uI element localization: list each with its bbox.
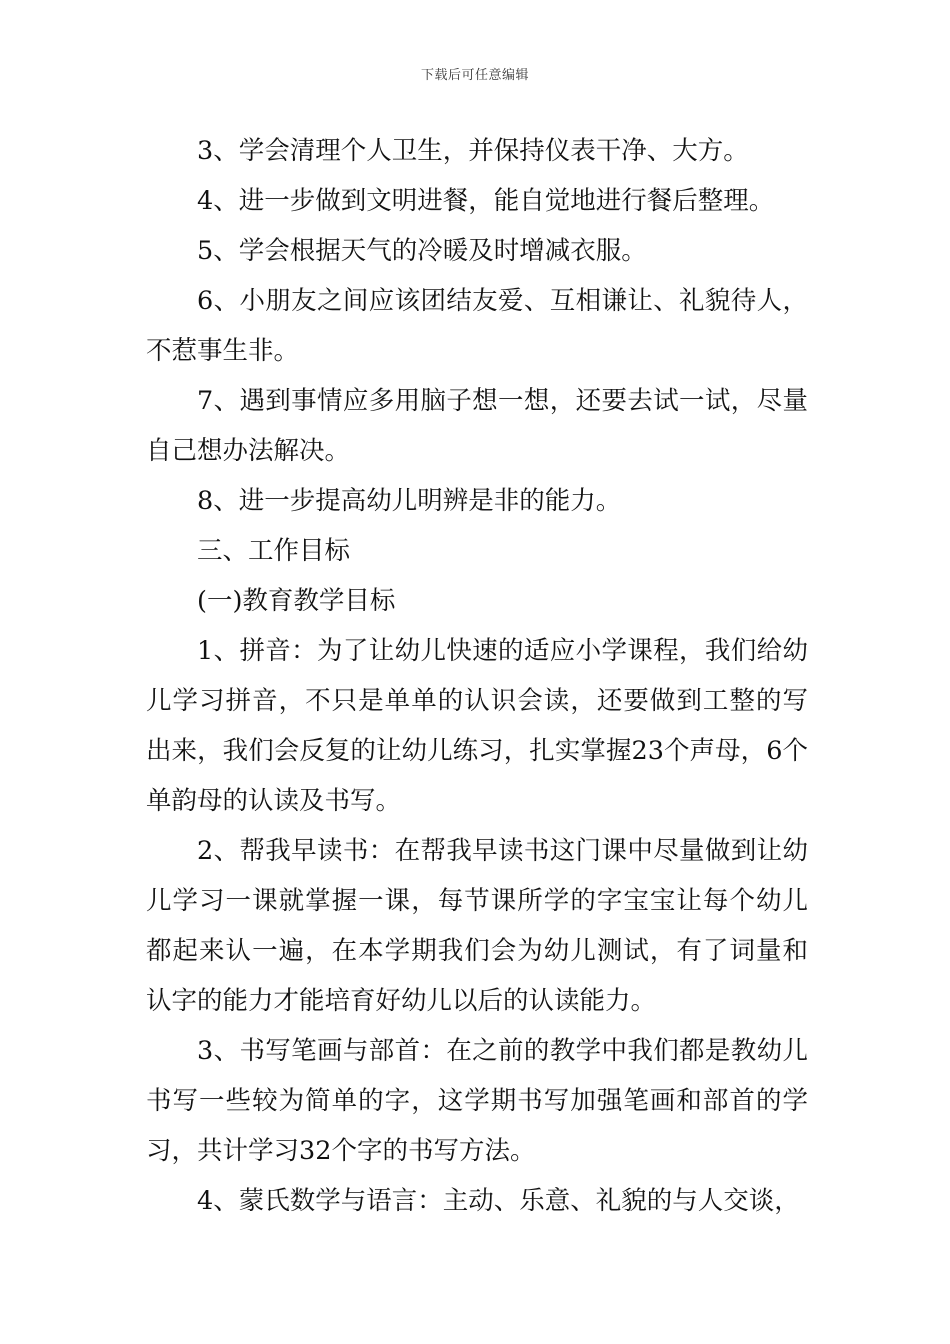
paragraph-math-language: 4、蒙氏数学与语言：主动、乐意、礼貌的与人交谈， [197,1186,800,1216]
paragraph-clothing: 5、学会根据天气的冷暖及时增减衣服。 [197,236,647,266]
paragraph-problem-solving: 7、遇到事情应多用脑子想一想，还要去试一试，尽量自己想办法解决。 [146,386,808,466]
document-body [146,126,808,1226]
paragraph-writing: 3、书写笔画与部首：在之前的教学中我们都是教幼儿书写一些较为简单的字，这学期书写加强笔画和部首的学习，共计学习32个字的书写方法。 [146,1036,808,1166]
paragraph-friendship: 6、小朋友之间应该团结友爱、互相谦让、礼貌待人，不惹事生非。 [146,286,808,366]
paragraph-judgement: 8、进一步提高幼儿明辨是非的能力。 [197,486,622,516]
paragraph-reading: 2、帮我早读书：在帮我早读书这门课中尽量做到让幼儿学习一课就掌握一课，每节课所学的字宝宝让每个幼儿都起来认一遍，在本学期我们会为幼儿测试，有了词量和认字的能力才能培育好幼儿以后的认读能力。 [146,836,808,1016]
paragraph-dining: 4、进一步做到文明进餐，能自觉地进行餐后整理。 [197,186,775,216]
paragraph-pinyin: 1、拼音：为了让幼儿快速的适应小学课程，我们给幼儿学习拼音，不只是单单的认识会读，还要做到工整的写出来，我们会反复的让幼儿练习，扎实掌握23个声母，6个单韵母的认读及书写。 [146,636,808,816]
subsection-heading-teaching: (一)教育教学目标 [197,586,396,616]
paragraph-hygiene: 3、学会清理个人卫生，并保持仪表干净、大方。 [197,136,749,166]
section-heading-goals: 三、工作目标 [197,536,351,566]
page-header: 下载后可任意编辑 [420,68,529,83]
